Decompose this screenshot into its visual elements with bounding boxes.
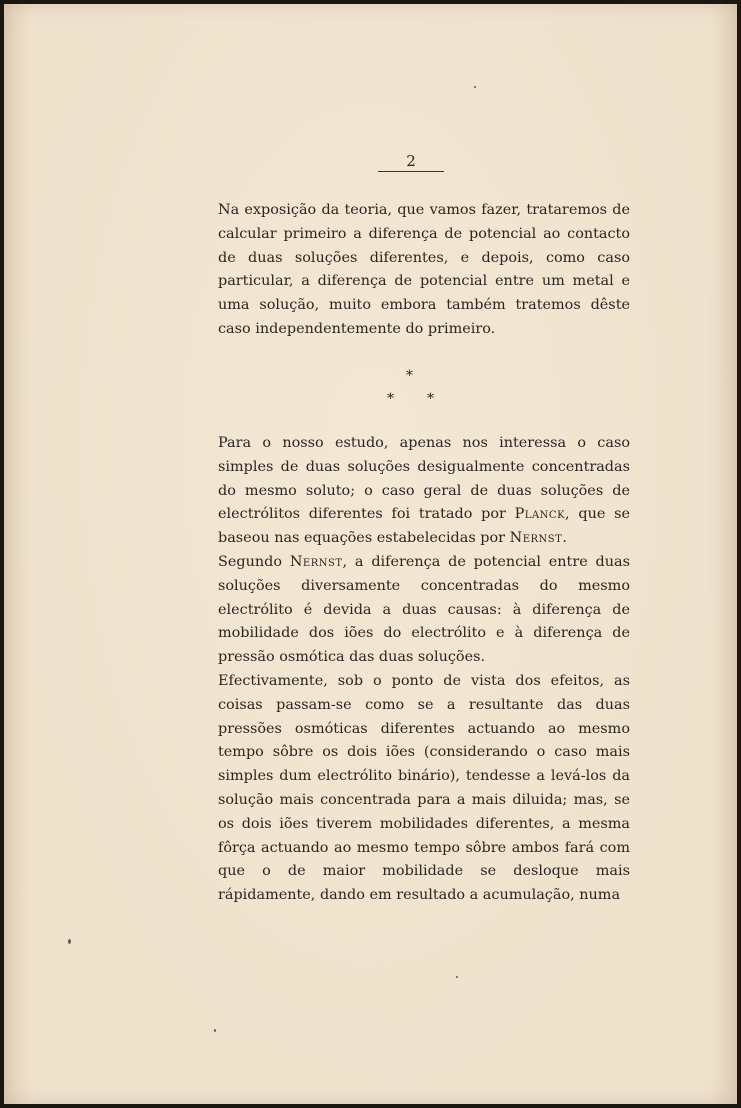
paragraph-2-text-b: , a diferença de potencial entre duas soluções diversamente concentradas do mesmo electrólito é devida a duas causas: à diferença de mobilidade dos iões do electrólito e à diferença de pressão osmótica das duas soluções. [218, 553, 631, 666]
author-name-nernst: Nernst [509, 530, 563, 547]
paragraph-1-text-b: , que se baseou nas equações estabelecidas por [218, 506, 631, 547]
section-asterism [374, 368, 454, 408]
book-page [4, 4, 737, 1104]
intro-paragraph: Na exposição da teoria, que vamos fazer, trataremos de calcular primeiro a diferença de potencial ao contacto de duas soluções diferentes, e depois, como caso particular, a diferença de potencial entre um metal e uma solução, muito embora também tratemos dêste caso independentemente do primeiro. [218, 202, 630, 337]
paragraph-1-text-c: . [562, 530, 567, 547]
paragraph-1 [218, 432, 630, 551]
paragraph-2-text-a: Segundo [218, 553, 290, 570]
paragraph-3: Efectivamente, sob o ponto de vista dos efeitos, as coisas passam-se como se a resultante das duas pressões osmóticas diferentes actuando ao mesmo tempo sôbre os dois iões (considerando o caso mais simples dum electrólito binário), tendesse a levá-los da solução mais concentrada para a mais diluida; mas, se os dois iões tiverem mobilidades diferentes, a mesma fôrça actuando ao mesmo tempo sôbre ambos fará com que o de maior mobilidade se desloque mais rápidamente, dando em resultado a acumulação, numa [218, 672, 630, 904]
page-header [376, 152, 446, 172]
asterism-star-left: * [387, 391, 394, 407]
body-section [218, 432, 630, 908]
paper-speck [456, 976, 458, 978]
author-name-planck: Planck [514, 506, 566, 523]
paper-speck [214, 1029, 216, 1032]
intro-section [218, 199, 630, 342]
paragraph-2 [218, 551, 630, 670]
asterism-star-right: * [427, 391, 434, 407]
page-number-rule [378, 171, 444, 172]
asterism-star-top: * [406, 368, 413, 384]
page-number: 2 [406, 152, 416, 170]
paper-speck [68, 939, 71, 944]
paper-speck [474, 86, 476, 88]
paragraph-1-text-a: Para o nosso estudo, apenas nos interessa o caso simples de duas soluções desigualmente concentradas do mesmo soluto; o caso geral de duas soluções de electrólitos diferentes foi tratado por [218, 435, 630, 523]
author-name-nernst-2: Nernst [289, 553, 343, 570]
